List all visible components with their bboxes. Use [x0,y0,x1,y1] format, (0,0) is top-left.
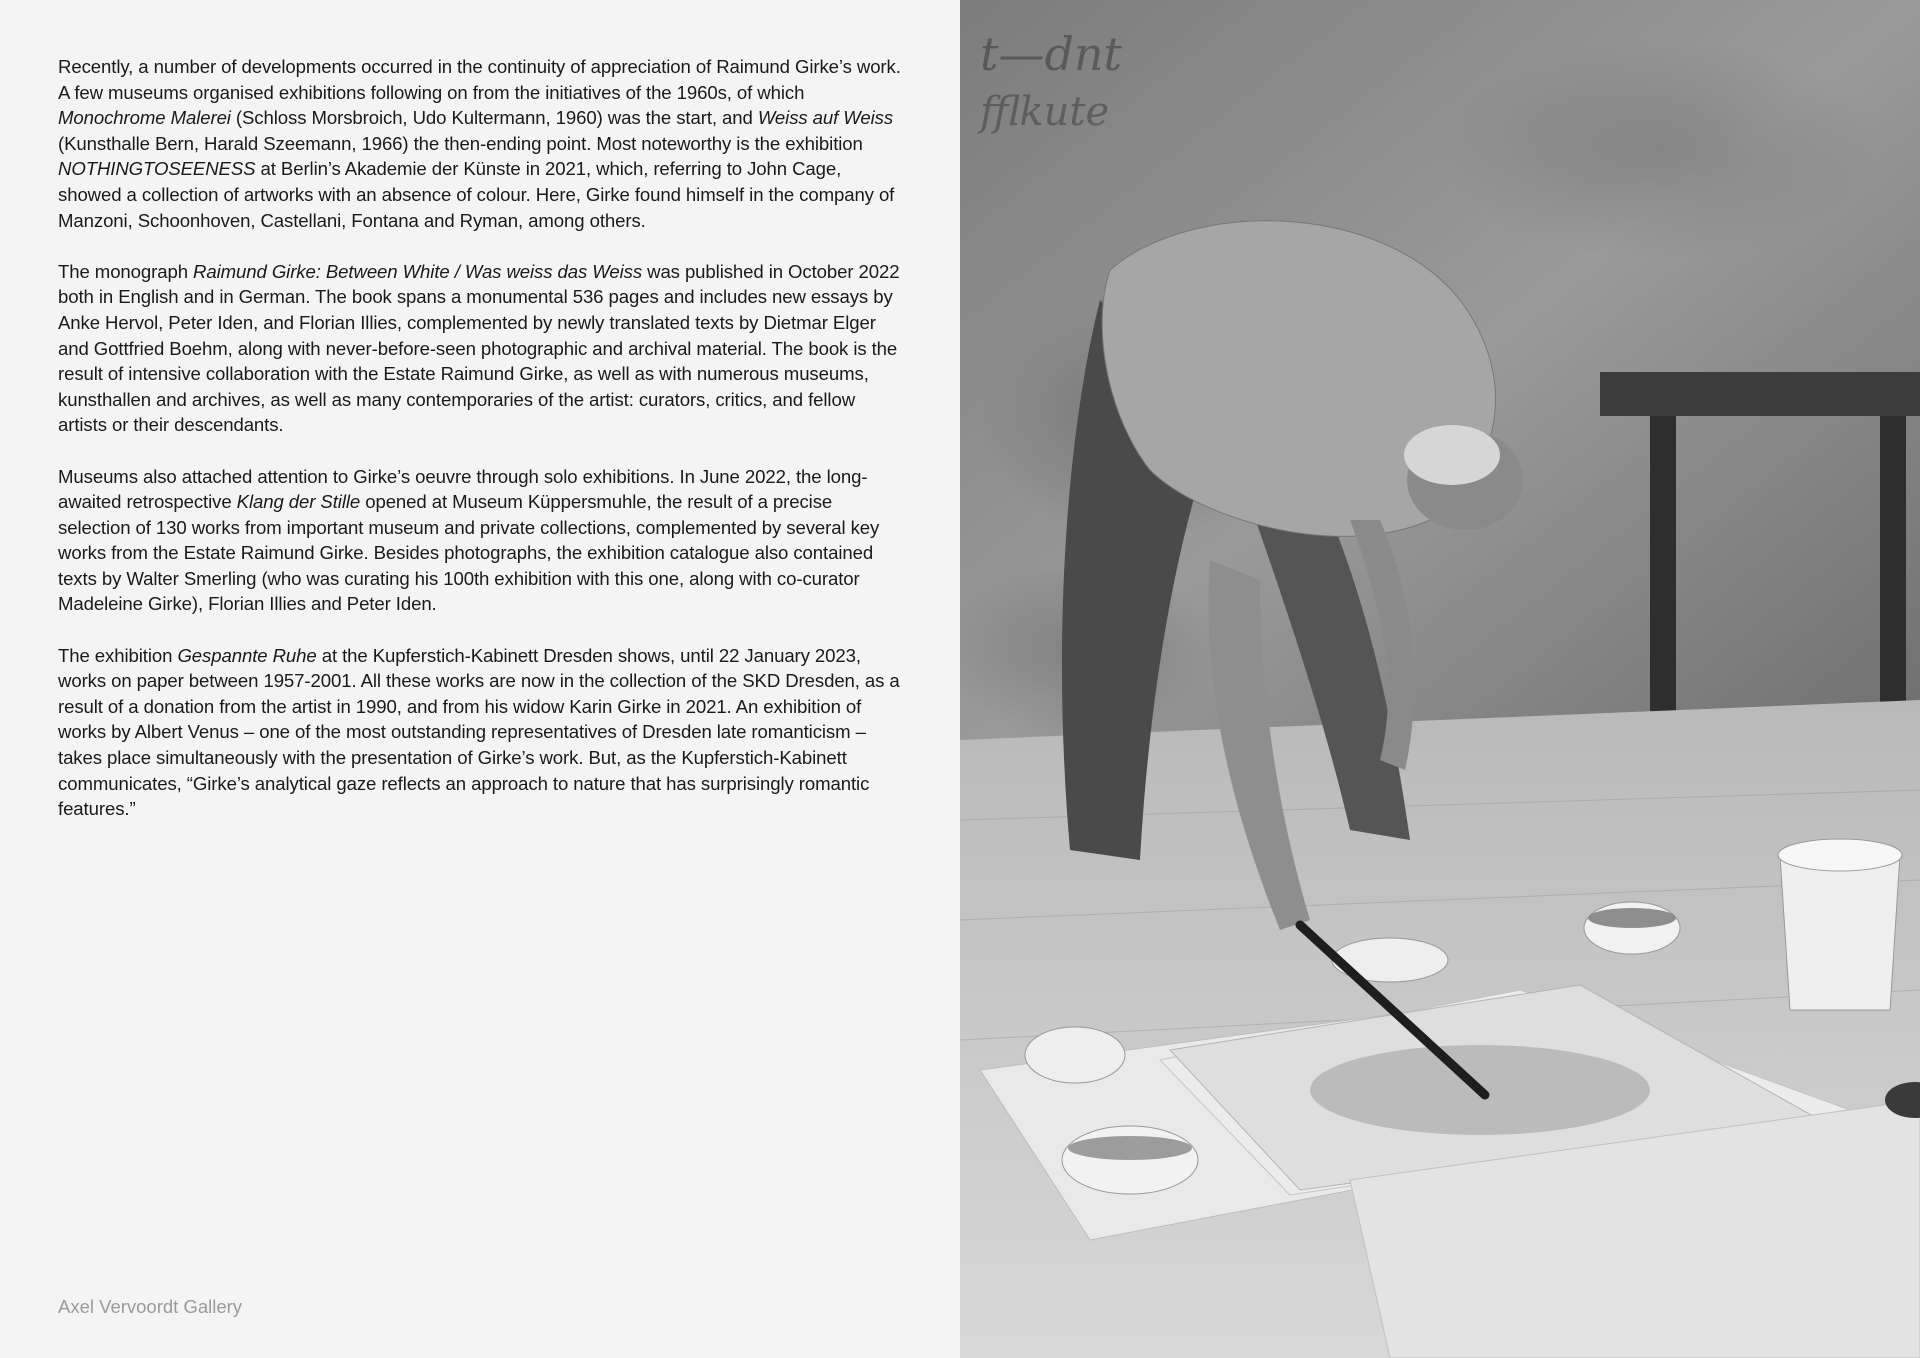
italic-title-text: Weiss auf Weiss [757,107,894,129]
italic-title-text: NOTHINGTOSEENESS [58,158,256,180]
article-paragraph [58,54,908,233]
wall-scribble: fflkute [980,89,1110,135]
paragraph-text: (Kunsthalle Bern, Harald Szeemann, 1966) the then-ending point. Most noteworthy is the exhibition [58,132,863,154]
article-body [58,54,908,847]
gallery-name-footer: Axel Vervoordt Gallery [58,1296,243,1317]
paint-bucket [1780,855,1900,1010]
paragraph-text: opened at Museum Küppersmuhle, the result of a precise selection of 130 works from important museum and private collections, complemented by several key works from the Estate Raimund Girke. Besides photographs, the exhibition catalogue also contained texts by Walter Smerling (who was curating his 100th exhibition with this one, along with co-curator Madeleine Girke), Florian Illies and Peter Iden. [58,491,880,615]
paragraph-text: The monograph [58,260,194,282]
paragraph-text: was published in October 2022 both in English and in German. The book spans a monumental 536 pages and includes new essays by Anke Hervol, Peter Iden, and Florian Illies, complemented by newly translated texts by Dietmar Elger and Gottfried Boehm, along with never-before-seen photographic and archival material. The book is the result of intensive collaboration with the Estate Raimund Girke, as well as with numerous museums, kunsthallen and archives, as well as many contemporaries of the artist: curators, critics, and fellow artists or their descendants. [58,260,900,436]
paragraph-text: (Schloss Morsbroich, Udo Kultermann, 1960) was the start, and [230,107,758,129]
wall-scribble: t—dnt [980,27,1123,81]
italic-title-text: Raimund Girke: Between White / Was weiss das Weiss [193,260,643,282]
italic-title-text: Klang der Stille [236,491,361,513]
artist-photograph [960,0,1920,1358]
article-paragraph [58,259,908,438]
paragraph-text: Museums also attached attention to Girke’s oeuvre through solo exhibitions. In June 2022, the long-awaited retrospective [58,465,868,513]
table-top [1600,372,1920,416]
paragraph-text: at the Kupferstich-Kabinett Dresden shows, until 22 January 2023, works on paper between 1957-2001. All these works are now in the collection of the SKD Dresden, as a result of a donation from the artist in 1990, and from his widow Karin Girke in 2021. An exhibition of works by Albert Venus – one of the most outstanding representatives of Dresden late romanticism – takes place simultaneously with the presentation of Girke’s work. But, as the Kupferstich-Kabinett communicates, “Girke’s analytical gaze reflects an approach to nature that has surprisingly romantic features.” [58,644,900,820]
paragraph-text: at Berlin’s Akademie der Künste in 2021, which, referring to John Cage, showed a collection of artworks with an absence of colour. Here, Girke found himself in the company of Manzoni, Schoonhoven, Castellani, Fontana and Ryman, among others. [58,158,895,231]
paragraph-text: Recently, a number of developments occurred in the continuity of appreciation of Raimund Girke’s work. A few museums organised exhibitions following on from the initiatives of the 1960s, of which [58,56,901,103]
italic-title-text: Gespannte Ruhe [177,644,317,666]
article-paragraph [58,464,908,618]
article-paragraph [58,643,908,822]
photo-illustration [960,0,1920,1358]
paragraph-text: The exhibition [58,644,178,666]
italic-title-text: Monochrome Malerei [58,107,231,129]
